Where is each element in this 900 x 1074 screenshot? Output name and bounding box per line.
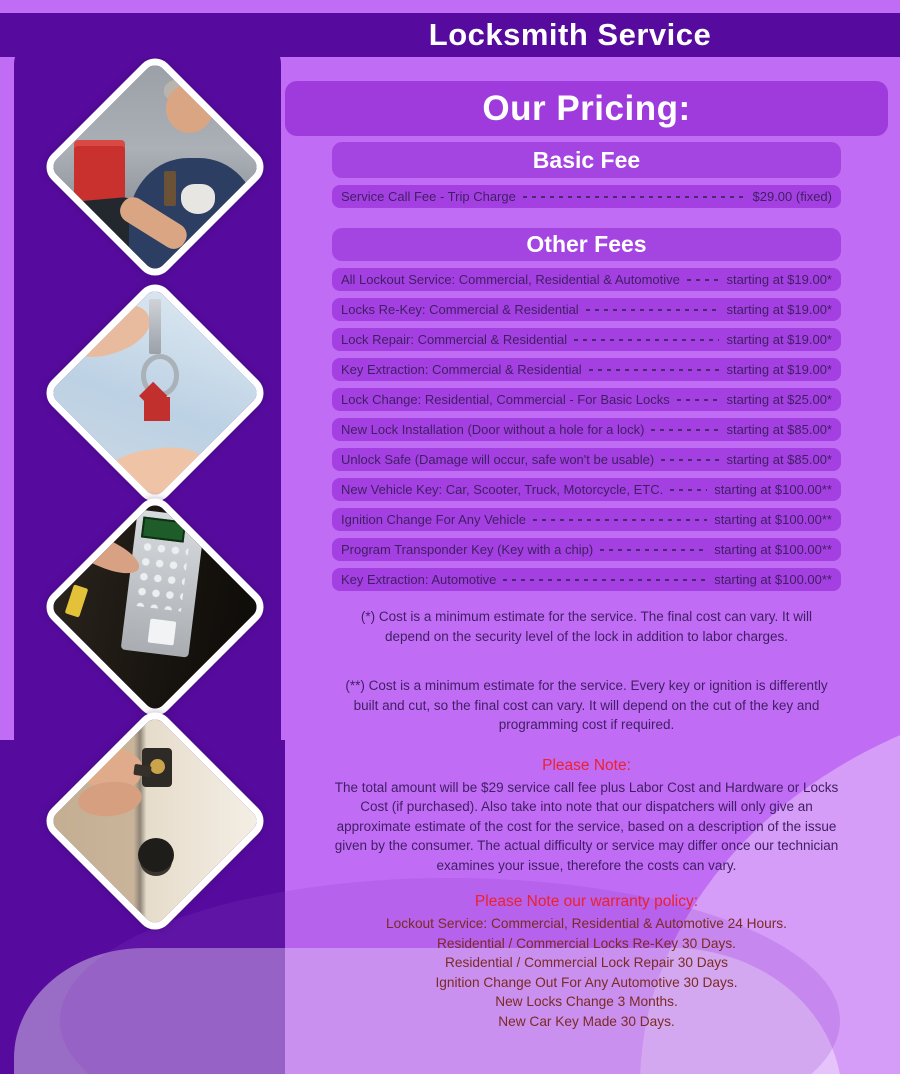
dash-leader <box>589 369 720 371</box>
pricing-title: Our Pricing: <box>482 89 691 128</box>
keypad-buttons-shape <box>136 542 188 611</box>
warranty-item: Residential / Commercial Locks Re-Key 30 Days. <box>437 935 736 951</box>
page-title: Locksmith Service <box>428 17 712 52</box>
dash-leader <box>533 519 707 521</box>
warranty-list <box>332 914 841 1032</box>
fee-row <box>332 328 841 351</box>
dash-leader <box>586 309 720 311</box>
fee-label: Service Call Fee - Trip Charge <box>341 189 516 204</box>
lock-cylinder-shape <box>150 759 165 774</box>
other-fees-header: Other Fees <box>332 228 841 261</box>
fee-row <box>332 185 841 208</box>
footnote-single-asterisk: (*) Cost is a minimum estimate for the service. The final cost can vary. It will depend on the security level of the lock in addition to labor charges. <box>360 609 813 644</box>
fee-label: Unlock Safe (Damage will occur, safe won't be usable) <box>341 452 655 467</box>
dash-leader <box>600 549 707 551</box>
fee-label: New Vehicle Key: Car, Scooter, Truck, Motorcycle, ETC. <box>341 482 664 497</box>
fee-label: All Lockout Service: Commercial, Residential & Automotive <box>341 272 680 287</box>
pricing-content <box>285 0 888 1032</box>
fee-label: Program Transponder Key (Key with a chip) <box>341 542 594 557</box>
header-band <box>0 13 900 57</box>
pricing-banner <box>285 81 888 136</box>
fee-row <box>332 448 841 471</box>
door-knob-shape <box>138 838 174 872</box>
warranty-item: Ignition Change Out For Any Automotive 30 Days. <box>435 974 738 990</box>
red-toolbox-shape <box>74 146 125 202</box>
other-fee-rows <box>332 268 841 591</box>
please-note-body: The total amount will be $29 service call fee plus Labor Cost and Hardware or Locks Cost (if purchased). Also take into note that our dispatchers will only give an approximate estimate of the cost for the service, based on a description of the issue given by the consumer. The actual difficulty or service may differ once our technician examines your issue, therefore the costs can vary. <box>334 779 839 873</box>
fee-price: starting at $85.00* <box>726 452 832 467</box>
dash-leader <box>503 579 707 581</box>
fee-price: starting at $19.00* <box>726 272 832 287</box>
warranty-item: New Locks Change 3 Months. <box>495 994 678 1010</box>
please-note-heading: Please Note: <box>542 756 631 774</box>
warranty-item: Residential / Commercial Lock Repair 30 Days <box>445 955 728 971</box>
fee-label: Lock Change: Residential, Commercial - For Basic Locks <box>341 392 670 407</box>
fee-price: starting at $19.00* <box>726 332 832 347</box>
dash-leader <box>670 489 707 491</box>
fee-label: Key Extraction: Commercial & Residential <box>341 362 582 377</box>
dash-leader <box>523 196 746 198</box>
fee-price: starting at $100.00** <box>714 512 832 527</box>
fee-price: starting at $19.00* <box>726 302 832 317</box>
fee-row <box>332 568 841 591</box>
fee-row <box>332 268 841 291</box>
fee-label: New Lock Installation (Door without a hole for a lock) <box>341 422 645 437</box>
dash-leader <box>574 339 719 341</box>
warranty-item: New Car Key Made 30 Days. <box>498 1013 675 1029</box>
key-shape <box>164 171 177 205</box>
fee-label: Key Extraction: Automotive <box>341 572 497 587</box>
house-charm-shape <box>144 397 170 421</box>
fee-row <box>332 418 841 441</box>
fee-label: Lock Repair: Commercial & Residential <box>341 332 568 347</box>
fee-row <box>332 478 841 501</box>
warranty-policy-heading: Please Note our warranty policy: <box>474 893 699 910</box>
keypad-enter-button-shape <box>147 618 175 644</box>
dash-leader <box>651 429 719 431</box>
fee-label: Ignition Change For Any Vehicle <box>341 512 527 527</box>
fee-row <box>332 508 841 531</box>
fee-row <box>332 388 841 411</box>
hand-shape <box>76 779 143 820</box>
shirt-shape <box>181 184 215 214</box>
fee-row <box>332 538 841 561</box>
dash-leader <box>661 459 719 461</box>
key-shape <box>149 299 162 355</box>
fee-price: starting at $100.00** <box>714 482 832 497</box>
flashlight-shape <box>65 584 88 617</box>
fee-price: starting at $85.00* <box>726 422 832 437</box>
fee-price: $29.00 (fixed) <box>752 189 832 204</box>
fee-price: starting at $100.00** <box>714 542 832 557</box>
fee-label: Locks Re-Key: Commercial & Residential <box>341 302 579 317</box>
dash-leader <box>677 399 720 401</box>
warranty-item: Lockout Service: Commercial, Residential & Automotive 24 Hours. <box>386 916 787 931</box>
basic-fee-header: Basic Fee <box>332 142 841 178</box>
fees-container <box>285 142 888 1032</box>
footnote-double-asterisk: (**) Cost is a minimum estimate for the service. Every key or ignition is differently built and cut, so the final cost can vary. It will depend on the cut of the key and programming cost if required. <box>345 678 828 732</box>
dash-leader <box>687 279 720 281</box>
fee-price: starting at $19.00* <box>726 362 832 377</box>
fee-price: starting at $100.00** <box>714 572 832 587</box>
basic-fee-rows <box>332 185 841 208</box>
fee-row <box>332 298 841 321</box>
fee-price: starting at $25.00* <box>726 392 832 407</box>
fee-row <box>332 358 841 381</box>
